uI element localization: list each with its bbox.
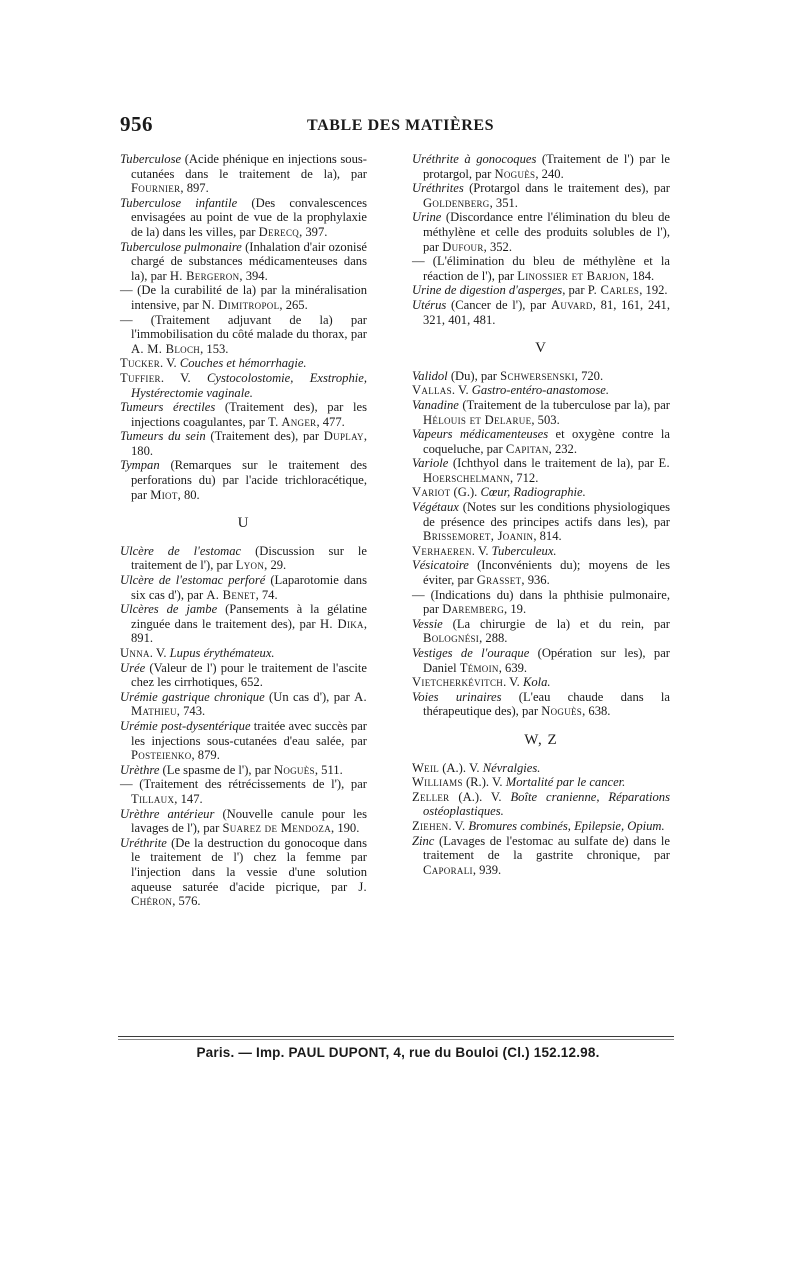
entry-text: (Inhalation d'air ozonisé chargé de substances médicamenteuses dans la), par — [131, 239, 367, 283]
entry-heading: Validol — [412, 368, 448, 383]
entry-reference: , 939. — [472, 862, 502, 877]
entry-author: Grasset — [476, 573, 522, 588]
index-entry — [412, 500, 670, 544]
entry-author: Brissemoret, Joanin — [423, 529, 534, 544]
entry-text: (Discussion sur le traitement de l'), par — [131, 543, 367, 573]
entry-text: (Ichthyol dans le traitement de la), par — [448, 456, 659, 471]
entry-reference: , 743. — [176, 704, 206, 719]
entry-see-also: Boîte cranienne, Réparations ostéoplastiques. — [423, 789, 670, 819]
entry-text: (Traitement de la tuberculose par la), par — [458, 397, 670, 412]
entry-reference: , 190. — [331, 821, 360, 836]
entry-heading: Végétaux — [412, 500, 459, 515]
entries-t — [120, 152, 367, 502]
entry-heading: Ulcère de l'estomac perforé — [120, 573, 266, 588]
entry-author: Posteienko — [131, 748, 192, 763]
entry-author: Fournier — [131, 181, 181, 196]
entry-reference: , 19. — [504, 602, 527, 617]
entry-reference: , 192. — [639, 283, 668, 298]
entry-reference: , 397. — [299, 224, 328, 239]
entries-v — [412, 369, 670, 719]
entry-author: J. Chéron — [131, 879, 367, 909]
entries-wz — [412, 761, 670, 878]
entry-author: Suarez de Mendoza — [222, 821, 332, 836]
entry-heading: Urémie gastrique chronique — [120, 689, 265, 704]
entry-author: N. Dimitropol — [202, 297, 280, 312]
entry-reference: . V. — [451, 383, 472, 398]
entry-reference: , 511. — [314, 762, 343, 777]
footer-rule-thin — [118, 1039, 674, 1040]
entry-reference: . V. — [503, 675, 523, 690]
entry-author: H. Dika — [320, 616, 364, 631]
entry-author: Williams — [412, 775, 463, 790]
index-entry — [120, 152, 367, 196]
entry-text: (Traitement de l') par le protargol, par — [423, 152, 670, 181]
entry-reference: , 180. — [131, 429, 367, 458]
index-entry — [412, 427, 670, 456]
entry-reference: , 503. — [531, 412, 560, 427]
entry-text: (La chirurgie de la) et du rein, par — [442, 616, 670, 631]
index-entry — [120, 240, 367, 284]
entry-reference: . V. — [448, 818, 469, 833]
entry-text: (Pansements à la gélatine zinguée dans le traitement des), par — [131, 602, 367, 631]
index-entry — [412, 544, 670, 559]
entry-heading: Tuberculose pulmonaire — [120, 239, 242, 254]
entry-reference: , 394. — [239, 268, 268, 283]
index-entry — [120, 807, 367, 836]
entry-reference: . V. — [149, 646, 170, 660]
index-entry — [412, 456, 670, 485]
entry-author: Noguès — [494, 166, 536, 181]
entry-reference: , 147. — [174, 791, 203, 806]
entry-author: Linossier et Barjon — [517, 268, 626, 283]
entry-heading: Vessie — [412, 616, 443, 631]
entry-author: Bolognési — [423, 631, 480, 646]
index-entry — [412, 675, 670, 690]
entry-see-also: Bromures combinés, Epilepsie, Opium. — [468, 818, 665, 833]
index-entry — [120, 719, 367, 763]
entry-text: (Le spasme de l'), par — [159, 762, 274, 777]
entry-author: Vallas — [412, 383, 452, 398]
entry-author: Miot — [150, 487, 178, 502]
index-entry — [120, 356, 367, 371]
entry-heading: Vestiges de l'ouraque — [412, 646, 530, 660]
entry-heading: Urine — [412, 210, 442, 225]
entry-see-also: Couches et hémorrhagie. — [179, 356, 307, 371]
entry-see-also: Mortalité par le cancer. — [505, 775, 626, 790]
entry-author: Tuffier — [120, 370, 161, 385]
index-entry — [412, 369, 670, 384]
entry-heading: Uréthrite — [120, 835, 167, 850]
index-entry — [120, 602, 367, 646]
entry-author: A. Benet — [206, 587, 256, 602]
index-entry — [120, 283, 367, 312]
entry-reference: , 891. — [131, 616, 367, 646]
footer-rule — [118, 1036, 674, 1037]
entry-reference: , 288. — [479, 631, 508, 646]
entries-u-continued — [412, 152, 670, 327]
entry-text: (Lavages de l'estomac au sulfate de) dans le traitement de la gastrite chronique, par — [423, 833, 670, 863]
entry-heading: Urèthre — [120, 762, 160, 777]
index-entry — [412, 254, 670, 283]
index-entry — [412, 588, 670, 617]
index-entry — [412, 819, 670, 834]
entry-author: T. Anger — [268, 414, 317, 429]
entry-text: (L'eau chaude dans la thérapeutique des), par — [423, 689, 670, 719]
entry-reference: , 477. — [316, 414, 345, 429]
entry-reference: , 352. — [483, 239, 512, 254]
entry-reference: , 184. — [625, 268, 655, 283]
entry-author: Unna — [120, 646, 150, 660]
index-entry — [120, 544, 367, 573]
letter-heading-v: V — [535, 340, 547, 357]
entry-reference: , 897. — [180, 181, 209, 196]
index-entry — [412, 283, 670, 298]
index-entry — [412, 210, 670, 254]
entry-text: (Discordance entre l'élimination du bleu de méthylène et celle des produits solubles de l'), par — [423, 210, 670, 254]
entry-text: (Notes sur les conditions physiologiques de présence des principes actifs dans les), par — [423, 500, 670, 529]
index-entry — [120, 371, 367, 400]
entry-reference: , 638. — [582, 704, 611, 719]
entry-author: Verhaeren — [412, 543, 472, 558]
entry-heading: Voies urinaires — [412, 689, 502, 704]
entry-text: , par — [562, 283, 588, 298]
entry-author: Daremberg — [442, 602, 505, 617]
index-entry — [412, 558, 670, 587]
index-entry — [120, 836, 367, 909]
entry-heading: Urèthre antérieur — [120, 806, 215, 821]
entry-heading: Uréthrites — [412, 181, 464, 196]
entry-reference: (R.). V. — [462, 775, 506, 790]
index-entry — [412, 398, 670, 427]
entry-see-also: Lupus érythémateux. — [169, 646, 275, 660]
entry-author: Tillaux — [131, 791, 175, 806]
entry-text: — (Traitement adjuvant de la) par l'immobilisation du côté malade du thorax, par — [120, 312, 367, 342]
entry-reference: , 74. — [255, 587, 278, 602]
entry-heading: Urémie post-dysentérique — [120, 718, 251, 733]
entry-text: (Valeur de l') pour le traitement de l'ascite chez les cirrhotiques, 652. — [131, 660, 367, 690]
index-entry — [412, 761, 670, 776]
entry-author: Dufour — [442, 239, 484, 254]
entry-heading: Vésicatoire — [412, 558, 469, 573]
entry-heading: Variole — [412, 456, 449, 471]
index-entry — [412, 383, 670, 398]
entry-text: (Acide phénique en injections sous-cutanées dans le traitement de la), par — [131, 152, 367, 181]
entry-text: — (Traitement des rétrécissements de l'), par — [120, 777, 367, 792]
index-entry — [120, 763, 367, 778]
index-entry — [120, 429, 367, 458]
entry-reference: , 232. — [548, 441, 577, 456]
entry-reference: , 265. — [279, 297, 308, 312]
entry-reference: , 80. — [177, 487, 200, 502]
index-entry — [412, 646, 670, 675]
entry-reference: , 879. — [191, 748, 220, 763]
entry-see-also: Gastro-entéro-anastomose. — [471, 383, 609, 398]
entry-heading: Tuberculose infantile — [120, 195, 238, 210]
entry-reference: , 153. — [200, 341, 229, 356]
entry-author: Capitan — [505, 441, 549, 456]
entry-author: Témoin — [459, 660, 499, 675]
page-number: 956 — [120, 112, 153, 136]
entry-author: Schwersenski — [500, 368, 575, 383]
entry-reference: , 29. — [264, 558, 287, 573]
entry-author: Zeller — [412, 789, 450, 804]
entry-reference: . V. — [160, 356, 180, 371]
entry-heading: Tuberculose — [120, 152, 182, 166]
right-column — [412, 152, 670, 877]
index-entry — [120, 313, 367, 357]
index-entry — [120, 196, 367, 240]
entry-author: P. Carles — [587, 283, 640, 298]
entry-author: Noguès — [273, 762, 315, 777]
entry-author: Derecq — [258, 224, 300, 239]
entry-heading: Vapeurs médicamenteuses — [412, 427, 549, 442]
entry-reference: , 936. — [521, 573, 550, 588]
entry-heading: Tympan — [120, 458, 160, 473]
entry-reference: , 814. — [533, 529, 562, 544]
entry-author: Hélouis et Delarue — [423, 412, 532, 427]
entry-author: E. Hoerschelmann — [423, 456, 670, 485]
entry-text: (Un cas d'), par — [264, 689, 355, 704]
entry-text: (Nouvelle canule pour les lavages de l'), par — [131, 806, 367, 836]
running-title: TABLE DES MATIÈRES — [307, 117, 495, 134]
entry-reference: (A.). V. — [449, 789, 511, 804]
entry-text: (Opération sur les), par Daniel — [423, 646, 670, 675]
entries-u — [120, 544, 367, 909]
entry-text: et oxygène contre la coqueluche, par — [423, 427, 670, 456]
printer-imprint: Paris. — Imp. PAUL DUPONT, 4, rue du Bouloi (Cl.) 152.12.98. — [196, 1045, 600, 1060]
entry-reference: (A.). V. — [439, 760, 483, 775]
entry-reference: . V. — [471, 543, 492, 558]
index-entry — [120, 400, 367, 429]
entry-text: (Traitement des), par — [205, 429, 324, 444]
entry-heading: Zinc — [412, 833, 435, 848]
index-entry — [120, 777, 367, 806]
entry-heading: Urée — [120, 660, 146, 675]
entry-text: (De la destruction du gonocoque dans le traitement de l') chez la femme par l'injection dans la vessie d'une solution aqueuse saturée d'acide picrique, par — [131, 835, 367, 894]
entry-author: Ziehen — [412, 818, 449, 833]
index-entry — [120, 573, 367, 602]
entry-text: — (L'élimination du bleu de méthylène et la réaction de l'), par — [412, 254, 670, 283]
entry-reference: . V. — [160, 370, 208, 385]
entry-author: Lyon — [235, 558, 265, 573]
entry-heading: Ulcères de jambe — [120, 602, 218, 617]
entry-text: (Des convalescences envisagées au point de vue de la prophylaxie de la) dans les villes, par — [131, 195, 367, 239]
index-entry — [412, 152, 670, 181]
entry-heading: Utérus — [412, 297, 447, 312]
entry-reference: , 240. — [535, 166, 564, 181]
index-entry — [412, 298, 670, 327]
entry-author: A. Mathieu — [131, 689, 367, 719]
entry-text: (Inconvénients du); moyens de les éviter, par — [423, 558, 670, 588]
left-column — [120, 152, 367, 909]
entry-author: Weil — [412, 760, 440, 775]
entry-see-also: Kola. — [522, 675, 551, 690]
index-entry — [412, 617, 670, 646]
index-entry — [120, 690, 367, 719]
entry-text: (Laparotomie dans six cas d'), par — [131, 573, 367, 602]
entry-text: — (Indications du) dans la phthisie pulmonaire, par — [412, 587, 670, 617]
entry-author: H. Bergeron — [169, 268, 240, 283]
entry-author: Goldenberg — [423, 195, 490, 210]
entry-heading: Ulcère de l'estomac — [120, 543, 242, 558]
entry-author: Noguès — [541, 704, 583, 719]
letter-heading-wz: W, Z — [524, 731, 558, 748]
entry-reference: , 639. — [498, 660, 528, 675]
index-entry — [120, 458, 367, 502]
entry-see-also: Cystocolostomie, Exstrophie, Hystérectomie vaginale. — [131, 370, 367, 400]
index-entry — [412, 181, 670, 210]
entry-reference: (G.). — [450, 485, 481, 500]
entry-text: (Protargol dans le traitement des), par — [463, 181, 670, 196]
entry-author: Caporali — [423, 862, 473, 877]
entry-reference: , 351. — [489, 195, 518, 210]
index-entry — [412, 790, 670, 819]
entry-heading: Tumeurs érectiles — [120, 400, 216, 415]
index-entry — [120, 661, 367, 690]
entry-author: Vietcherkévitch — [412, 675, 504, 690]
entry-see-also: Cœur, Radiographie. — [480, 485, 586, 500]
entry-text: — (De la curabilité de la) par la minéralisation intensive, par — [120, 283, 367, 312]
index-entry — [120, 646, 367, 661]
entry-text: (Du), par — [447, 368, 501, 383]
entry-text: (Remarques sur le traitement des perforations du) par l'acide trichloracétique, par — [131, 458, 367, 502]
entry-see-also: Tuberculeux. — [491, 543, 557, 558]
entry-text: traitée avec succès par les injections sous-cutanées d'eau salée, par — [131, 718, 367, 748]
entry-heading: Tumeurs du sein — [120, 429, 206, 444]
entry-see-also: Névralgies. — [482, 760, 541, 775]
entry-author: Duplay — [323, 429, 364, 444]
entry-text: (Cancer de l'), par — [446, 297, 551, 312]
letter-heading-u: U — [237, 515, 250, 532]
entry-reference: , 712. — [510, 470, 539, 485]
entry-text: (Traitement des), par les injections coagulantes, par — [131, 400, 367, 429]
entry-reference: , 720. — [574, 368, 604, 383]
entry-reference: , 81, 161, 241, 321, 401, 481. — [423, 297, 670, 327]
index-entry — [412, 690, 670, 719]
index-entry — [412, 775, 670, 790]
entry-heading: Uréthrite à gonocoques — [412, 152, 537, 166]
entry-author: A. M. Bloch — [131, 341, 201, 356]
entry-reference: , 576. — [172, 894, 201, 909]
entry-author: Variot — [412, 485, 451, 500]
entry-heading: Urine de digestion d'asperges — [412, 283, 563, 298]
index-entry — [412, 485, 670, 500]
entry-author: Tucker — [120, 356, 160, 371]
entry-heading: Vanadine — [412, 397, 459, 412]
index-entry — [412, 834, 670, 878]
entry-author: Auvard — [551, 297, 593, 312]
